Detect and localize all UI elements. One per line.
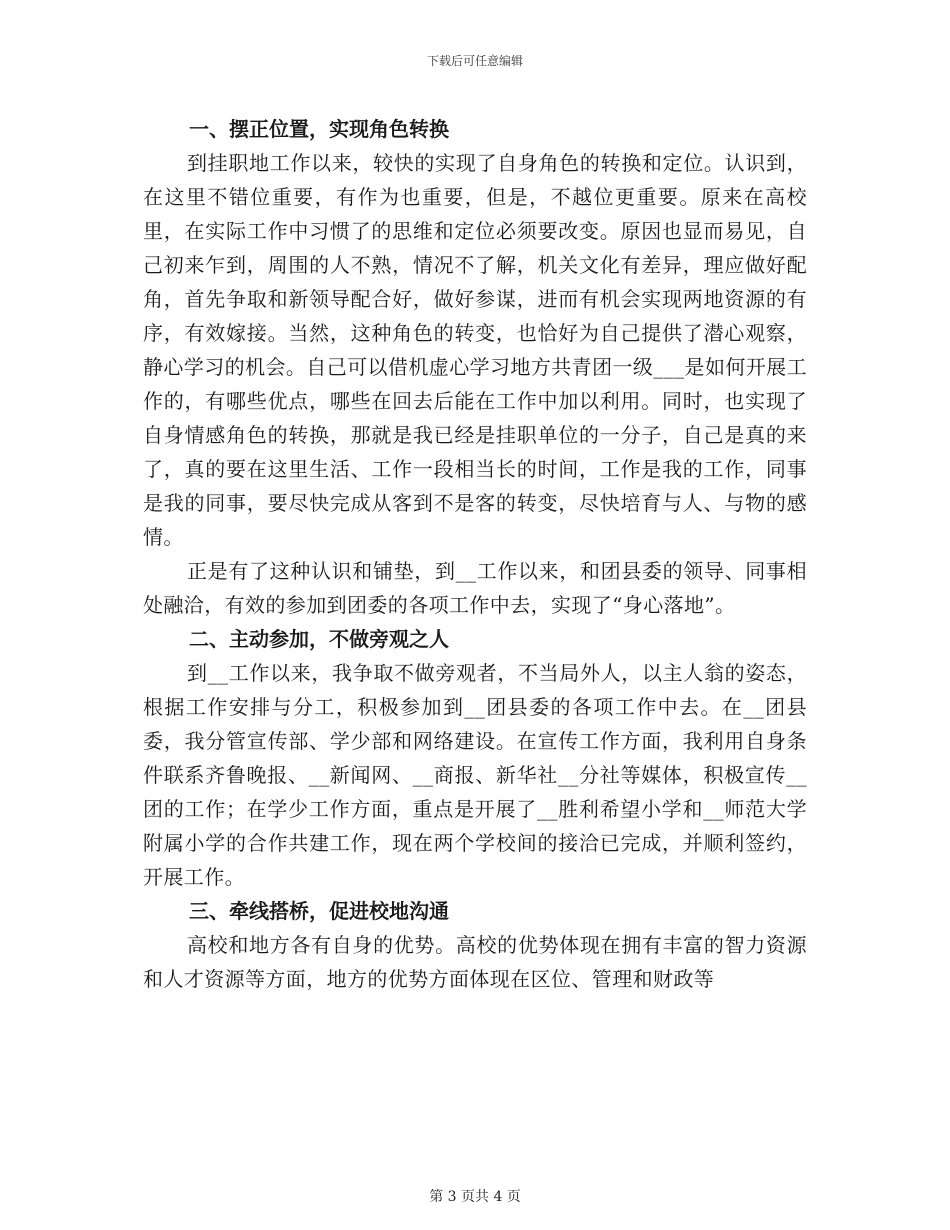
page-footer: 第 3 页共 4 页 bbox=[429, 1189, 521, 1205]
paragraph: 高校和地方各有自身的优势。高校的优势体现在拥有丰富的智力资源和人才资源等方面，地方的优势方面体现在区位、管理和财政等 bbox=[143, 933, 807, 991]
document-body bbox=[143, 112, 807, 996]
section-heading-3: 三、牵线搭桥，促进校地沟通 bbox=[189, 899, 449, 923]
paragraph: 到__工作以来，我争取不做旁观者，不当局外人，以主人翁的姿态，根据工作安排与分工，积极参加到__团县委的各项工作中去。在__团县委，我分管宣传部、学少部和网络建设。在宣传工作方面，我利用自身条件联系齐鲁晚报、__新闻网、__商报、新华社__分社等媒体，积极宣传__团的工作；在学少工作方面，重点是开展了__胜利希望小学和__师范大学附属小学的合作共建工作，现在两个学校间的接洽已完成，并顺利签约，开展工作。 bbox=[143, 661, 807, 889]
paragraph: 正是有了这种认识和铺垫，到__工作以来，和团县委的领导、同事相处融洽，有效的参加到团委的各项工作中去，实现了“身心落地”。 bbox=[143, 559, 807, 617]
paragraph: 到挂职地工作以来，较快的实现了自身角色的转换和定位。认识到，在这里不错位重要，有作为也重要，但是，不越位更重要。原来在高校里，在实际工作中习惯了的思维和定位必须要改变。原因也显而易见，自己初来乍到，周围的人不熟，情况不了解，机关文化有差异，理应做好配角，首先争取和新领导配合好，做好参谋，进而有机会实现两地资源的有序，有效嫁接。当然，这种角色的转变，也恰好为自己提供了潜心观察，静心学习的机会。自己可以借机虚心学习地方共青团一级___是如何开展工作的，有哪些优点，哪些在回去后能在工作中加以利用。同时，也实现了自身情感角色的转换，那就是我已经是挂职单位的一分子，自己是真的来了，真的要在这里生活、工作一段相当长的时间，工作是我的工作，同事是我的同事，要尽快完成从客到不是客的转变，尽快培育与人、与物的感情。 bbox=[143, 151, 807, 549]
section-heading-1: 一、摆正位置，实现角色转换 bbox=[189, 117, 449, 141]
section-heading-2: 二、主动参加，不做旁观之人 bbox=[189, 627, 449, 651]
page-header: 下载后可任意编辑 bbox=[426, 54, 523, 68]
